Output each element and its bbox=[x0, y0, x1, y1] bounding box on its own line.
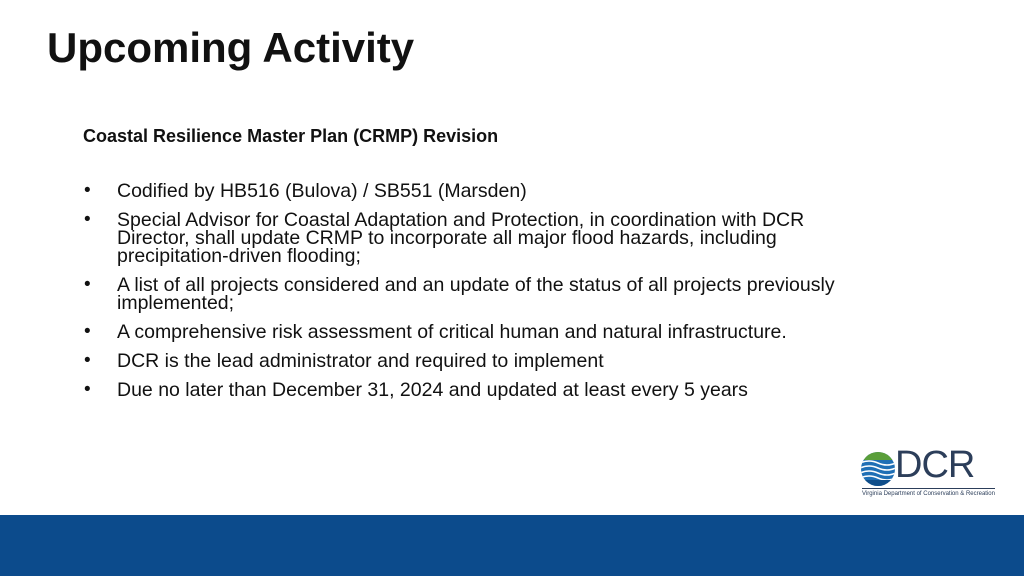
bullet-text: DCR is the lead administrator and required to implement bbox=[117, 350, 604, 372]
bullet-dot: • bbox=[84, 350, 91, 371]
dcr-logo bbox=[860, 444, 995, 501]
bullet-item bbox=[84, 211, 844, 265]
bullet-dot: • bbox=[84, 209, 91, 230]
slide-title: Upcoming Activity bbox=[47, 24, 415, 71]
bullet-item bbox=[84, 352, 844, 370]
bullet-list bbox=[84, 182, 844, 410]
bullet-dot: • bbox=[84, 274, 91, 295]
bullet-item bbox=[84, 182, 844, 200]
bullet-dot: • bbox=[84, 321, 91, 342]
bullet-item bbox=[84, 323, 844, 341]
dcr-globe-icon bbox=[860, 451, 896, 487]
bullet-item bbox=[84, 381, 844, 399]
bullet-dot: • bbox=[84, 180, 91, 201]
bullet-dot: • bbox=[84, 379, 91, 400]
logo-caption: Virginia Department of Conservation & Recreation bbox=[862, 488, 995, 498]
bullet-text: Codified by HB516 (Bulova) / SB551 (Marsden) bbox=[117, 180, 527, 202]
bullet-text: A list of all projects considered and an update of the status of all projects previously implemented; bbox=[117, 274, 835, 314]
bullet-text: A comprehensive risk assessment of critical human and natural infrastructure. bbox=[117, 321, 787, 343]
logo-wordmark: DCR bbox=[895, 444, 975, 486]
footer-bar bbox=[0, 515, 1024, 576]
bullet-text: Due no later than December 31, 2024 and updated at least every 5 years bbox=[117, 379, 748, 401]
slide-subtitle: Coastal Resilience Master Plan (CRMP) Revision bbox=[83, 126, 499, 146]
bullet-item bbox=[84, 276, 844, 312]
bullet-text: Special Advisor for Coastal Adaptation and Protection, in coordination with DCR Director, shall update CRMP to incorporate all major flood hazards, including precipitation-driven flooding; bbox=[117, 209, 805, 267]
